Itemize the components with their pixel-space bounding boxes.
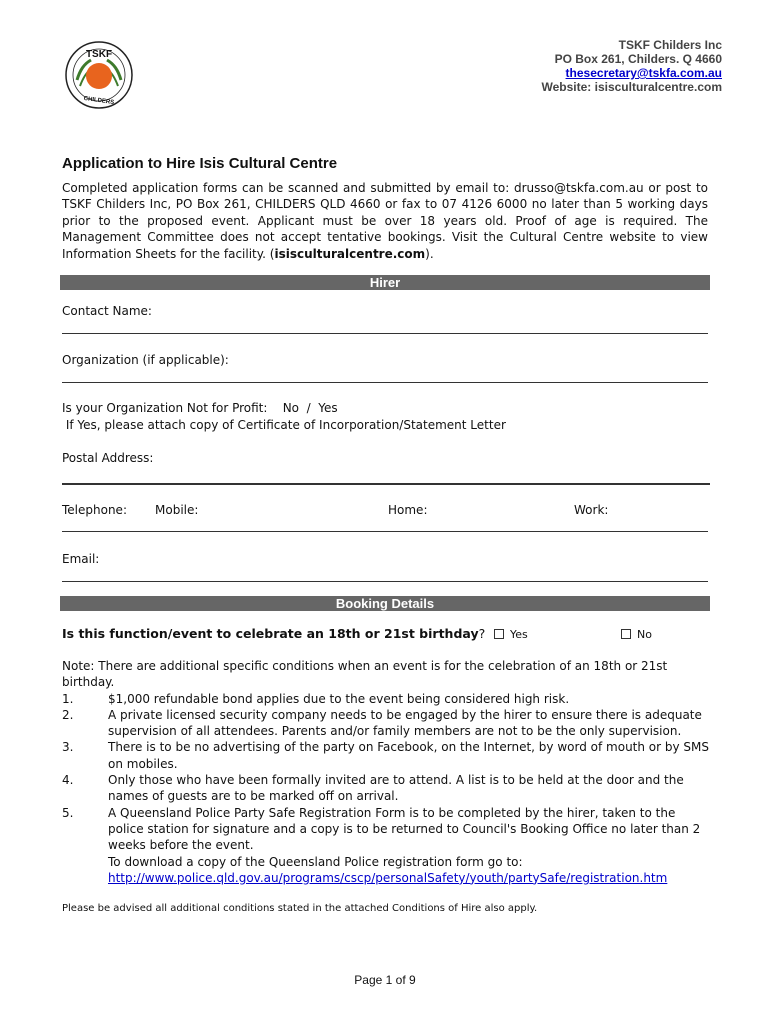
hirer-section-header: Hirer xyxy=(60,275,710,290)
work-label: Work: xyxy=(574,503,609,517)
condition-number: 4. xyxy=(62,773,74,788)
birthday-question xyxy=(62,626,485,641)
no-checkbox[interactable] xyxy=(621,629,631,639)
birthday-yes-option[interactable] xyxy=(494,627,528,643)
birthday-question-text: Is this function/event to celebrate an 18th or 21st birthday xyxy=(62,626,479,641)
condition-text: There is to be no advertising of the party on Facebook, on the Internet, by word of mouth or by SMS on mobiles. xyxy=(108,740,710,771)
organization-label: Organization (if applicable): xyxy=(62,353,229,367)
org-address: PO Box 261, Childers. Q 4660 xyxy=(554,52,722,66)
condition-number: 2. xyxy=(62,707,74,722)
booking-section-header: Booking Details xyxy=(60,596,710,611)
condition-text: A private licensed security company needs to be engaged by the hirer to ensure there is adequate supervision of all attendees. Parents and/or family members are not to be the only supervision. xyxy=(108,707,702,739)
postal-address-field[interactable] xyxy=(62,483,710,485)
logo-top-text: TSKF xyxy=(85,49,113,60)
tskf-logo xyxy=(64,40,134,110)
email-field[interactable] xyxy=(62,581,708,582)
home-label: Home: xyxy=(388,503,428,517)
condition-item xyxy=(62,707,710,740)
yes-label: Yes xyxy=(510,628,528,641)
police-form-link[interactable]: http://www.police.qld.gov.au/programs/cscp/personalSafety/youth/partySafe/registration.htm xyxy=(108,870,668,885)
conditions-note: Note: There are additional specific conditions when an event is for the celebration of an 18th or 21st birthday. xyxy=(62,659,668,690)
conditions-advisory: Please be advised all additional conditions stated in the attached Conditions of Hire also apply. xyxy=(62,903,538,914)
intro-paragraph xyxy=(62,180,708,262)
certificate-note: If Yes, please attach copy of Certificate of Incorporation/Statement Letter xyxy=(62,418,506,432)
contact-name-field[interactable] xyxy=(62,333,708,334)
form-title: Application to Hire Isis Cultural Centre xyxy=(62,155,338,172)
condition-text: A Queensland Police Party Safe Registration Form is to be completed by the hirer, taken to the police station for signature and a copy is to be returned to Council's Booking Office no later than 2 weeks before the event. xyxy=(108,805,701,853)
org-name: TSKF Childers Inc xyxy=(618,38,722,52)
logo-bottom-text: CHILDERS xyxy=(83,95,115,107)
birthday-question-mark: ? xyxy=(478,626,486,641)
email-label: Email: xyxy=(62,552,100,566)
conditions-list xyxy=(62,691,710,887)
page-number: Page 1 of 9 xyxy=(354,973,416,987)
condition-number: 1. xyxy=(62,691,74,706)
birthday-no-option[interactable] xyxy=(621,627,652,643)
organization-info xyxy=(541,38,722,94)
condition-number: 3. xyxy=(62,740,74,755)
not-for-profit-question: Is your Organization Not for Profit: No / Yes xyxy=(62,401,338,415)
condition-text: Only those who have been formally invited are to attend. A list is to be held at the door and the names of guests are to be marked off on arrival. xyxy=(108,773,684,804)
telephone-label: Telephone: xyxy=(62,503,127,517)
download-instructions xyxy=(62,854,710,870)
telephone-field[interactable] xyxy=(62,531,708,532)
condition-number: 5. xyxy=(62,805,74,820)
org-website: Website: isisculturalcentre.com xyxy=(541,80,722,94)
condition-item xyxy=(62,805,710,854)
condition-item xyxy=(62,739,710,772)
contact-name-label: Contact Name: xyxy=(62,304,152,318)
mobile-label: Mobile: xyxy=(155,503,199,517)
organization-field[interactable] xyxy=(62,382,708,383)
condition-item xyxy=(62,691,710,707)
no-label: No xyxy=(637,628,652,641)
postal-address-label: Postal Address: xyxy=(62,451,154,465)
download-text: To download a copy of the Queensland Police registration form go to: xyxy=(108,854,523,869)
intro-text: Completed application forms can be scanned and submitted by email to: drusso@tskfa.com.au or post to TSKF Childers Inc, PO Box 261, CHILDERS QLD 4660 or fax to 07 4126 6000 no later than 5 working days prior to the proposed event. Applicant must be over 18 years old. Proof of age is required. The Management Committee does not accept tentative bookings. Visit the Cultural Centre website to view Information Sheets for the facility. ( xyxy=(62,181,708,261)
org-email-link[interactable]: thesecretary@tskfa.com.au xyxy=(565,66,722,80)
intro-website: isisculturalcentre.com xyxy=(274,246,426,261)
condition-item xyxy=(62,772,710,805)
condition-text: $1,000 refundable bond applies due to the event being considered high risk. xyxy=(108,691,570,706)
birthday-conditions xyxy=(62,658,710,886)
yes-checkbox[interactable] xyxy=(494,629,504,639)
police-form-link-row xyxy=(62,870,710,886)
intro-end: ). xyxy=(425,246,434,261)
